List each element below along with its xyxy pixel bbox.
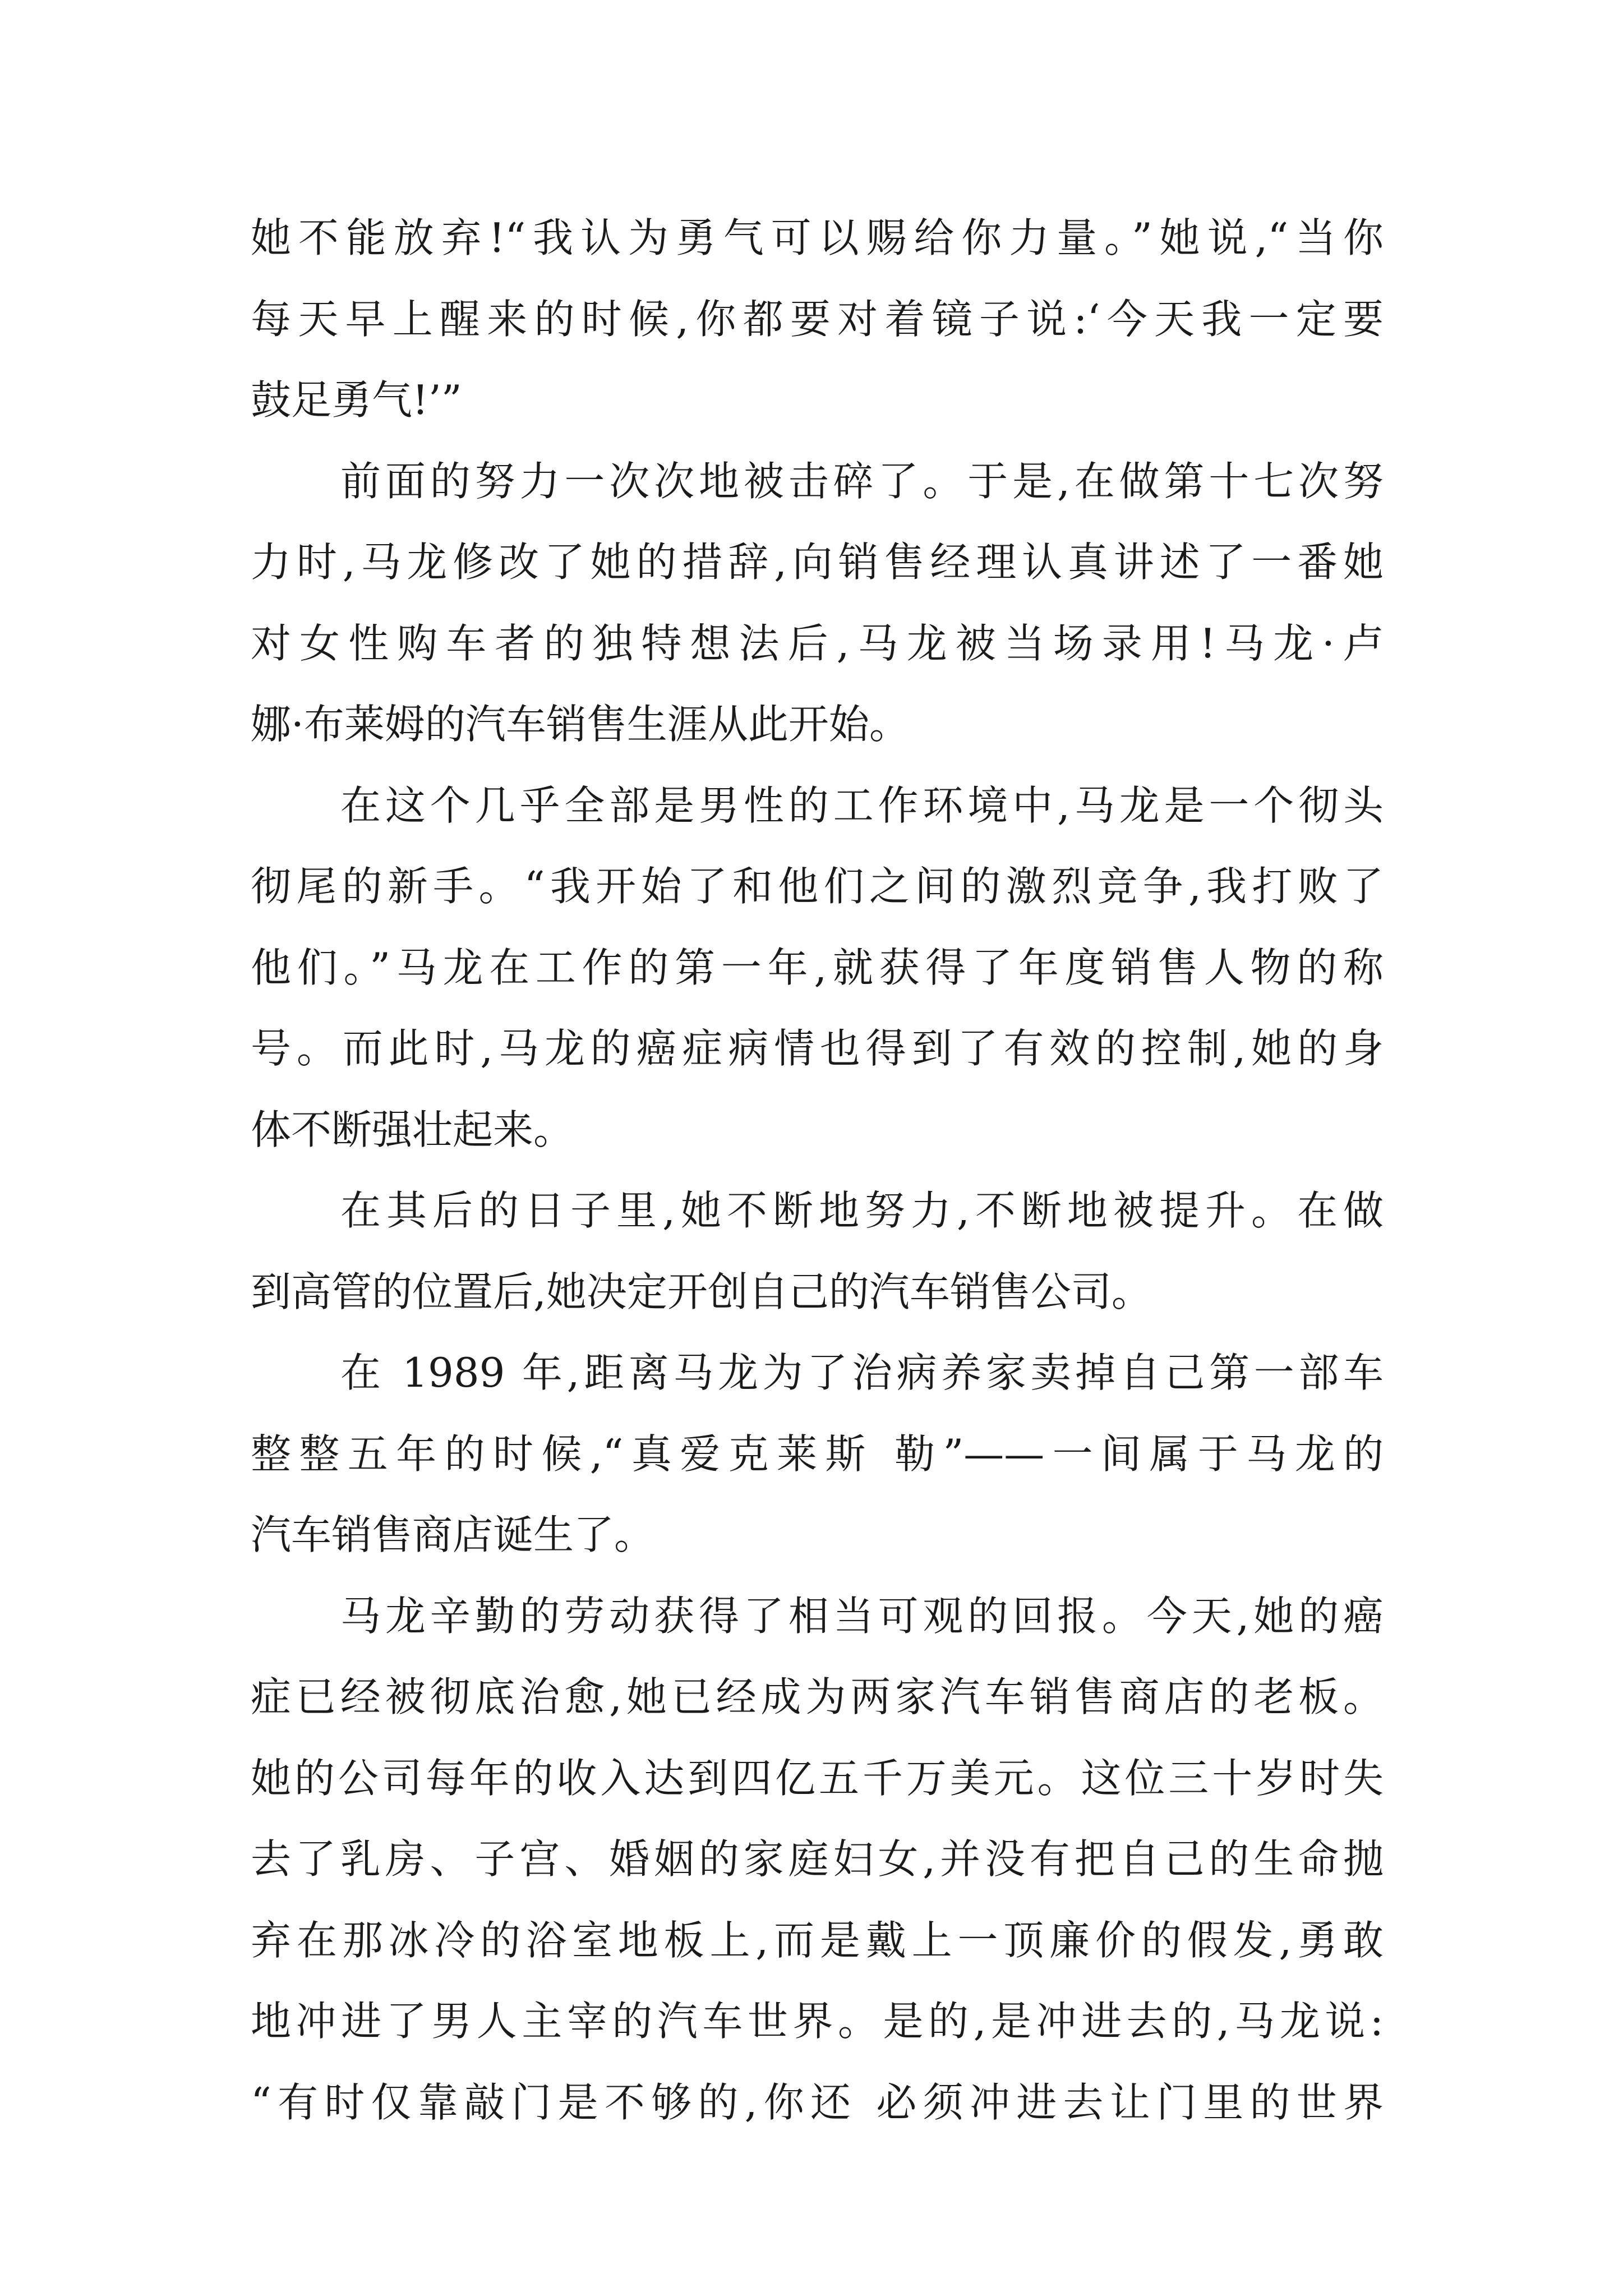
text-line: 对女性购车者的独特想法后,马龙被当场录用!马龙·卢 xyxy=(251,619,1384,667)
text-line: 地冲进了男人主宰的汽车世界。是的,是冲进去的,马龙说: xyxy=(251,1998,1384,2045)
text-line: 鼓足勇气!’” xyxy=(251,376,462,424)
text-line: 她的公司每年的收入达到四亿五千万美元。这位三十岁时失 xyxy=(251,1754,1384,1802)
body-text xyxy=(251,197,1384,2143)
text-line: 弃在那冰冷的浴室地板上,而是戴上一顶廉价的假发,勇敢 xyxy=(251,1916,1384,1964)
text-line: “有时仅靠敲门是不够的,你还 必须冲进去让门里的世界 xyxy=(251,2078,1384,2126)
text-line: 在这个几乎全部是男性的工作环境中,马龙是一个彻头 xyxy=(340,781,1384,829)
text-line: 号。而此时,马龙的癌症病情也得到了有效的控制,她的身 xyxy=(251,1025,1384,1072)
text-line: 症已经被彻底治愈,她已经成为两家汽车销售商店的老板。 xyxy=(251,1673,1384,1720)
text-line: 整整五年的时候,“真爱克莱斯 勒”——一间属于马龙的 xyxy=(251,1430,1384,1478)
text-line: 娜·布莱姆的汽车销售生涯从此开始。 xyxy=(251,701,910,748)
text-line: 体不断强壮起来。 xyxy=(251,1106,574,1153)
text-line: 彻尾的新手。“我开始了和他们之间的激烈竞争,我打败了 xyxy=(251,863,1384,910)
text-line: 前面的努力一次次地被击碎了。于是,在做第十七次努 xyxy=(340,457,1384,505)
text-line: 她不能放弃!“我认为勇气可以赐给你力量。”她说,“当你 xyxy=(251,214,1384,261)
text-line: 力时,马龙修改了她的措辞,向销售经理认真讲述了一番她 xyxy=(251,539,1384,586)
text-line: 在 1989 年,距离马龙为了治病养家卖掉自己第一部车 xyxy=(340,1349,1384,1396)
text-line: 他们。”马龙在工作的第一年,就获得了年度销售人物的称 xyxy=(251,944,1384,991)
text-line: 到高管的位置后,她决定开创自己的汽车销售公司。 xyxy=(251,1268,1152,1315)
text-line: 汽车销售商店诞生了。 xyxy=(251,1511,655,1558)
text-line: 马龙辛勤的劳动获得了相当可观的回报。今天,她的癌 xyxy=(340,1592,1384,1640)
text-line: 每天早上醒来的时候,你都要对着镜子说:‘今天我一定要 xyxy=(251,295,1384,343)
text-line: 去了乳房、子宫、婚姻的家庭妇女,并没有把自己的生命抛 xyxy=(251,1835,1384,1883)
text-line: 在其后的日子里,她不断地努力,不断地被提升。在做 xyxy=(340,1187,1384,1234)
